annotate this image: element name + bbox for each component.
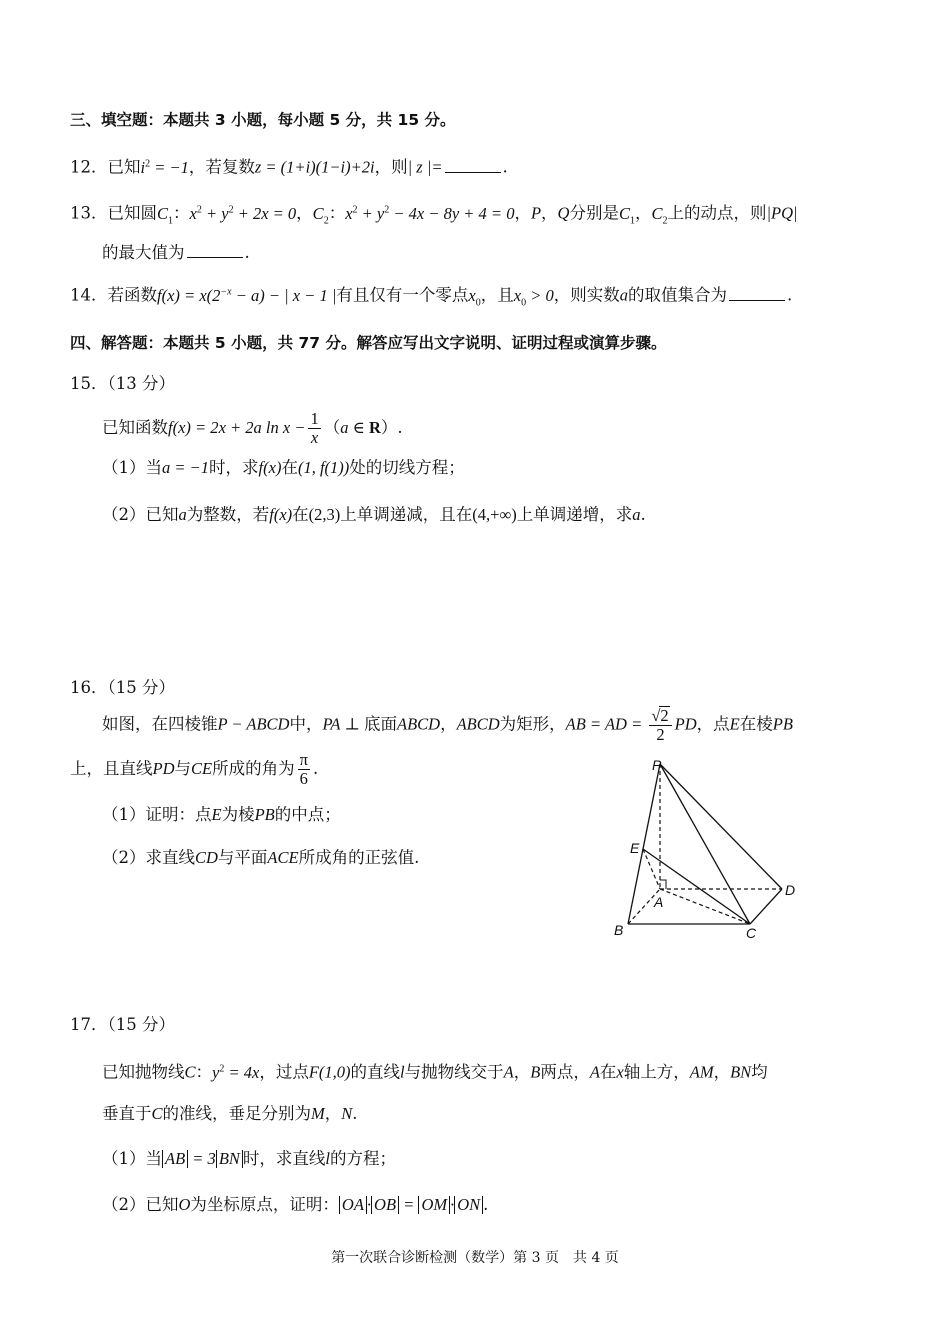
question-12: 12．已知$i^2 = -1$，若复数z = (1+i)(1−i)+2i，则| z |= . (70, 157, 508, 177)
question-number: 14． (70, 285, 108, 305)
math-expr: $i^2 = -1$ (140, 157, 189, 177)
fraction: $\frac{√2}{2}$ (649, 706, 671, 744)
question-15-intro: 已知函数f(x) = 2x + 2a ln x − $\frac{1}{x}$ （a ∈ R）. (102, 409, 403, 447)
question-13-cont: 的最大值为 . (102, 243, 250, 262)
question-16-part-1: （1）证明：点E为棱PB的中点； (102, 805, 341, 824)
math-expr: z = (1+i)(1−i)+2i (254, 157, 375, 177)
edge-CD (750, 889, 782, 924)
fraction: $\frac{1}{x}$ (310, 409, 319, 447)
question-17-part-1: （1）当 AB = 3 BN 时，求直线l的方程； (102, 1149, 396, 1168)
question-16-part-2: （2）求直线CD与平面ACE所成角的正弦值. (102, 848, 420, 867)
edge-PD (660, 764, 782, 889)
answer-blank[interactable] (187, 242, 243, 258)
section-title-fill-in: 三、填空题：本题共 3 小题，每小题 5 分，共 15 分。 (70, 111, 456, 129)
label-B: B (614, 922, 624, 938)
label-A: A (654, 894, 664, 910)
answer-blank[interactable] (445, 157, 501, 173)
question-number: 13． (70, 203, 108, 223)
question-15-part-1: （1）当a = −1时，求f(x)在(1, f(1))处的切线方程； (102, 458, 465, 477)
question-16-header: 16．（15 分） (70, 678, 175, 697)
fraction: $\frac{\pi}{6}$ (299, 750, 308, 788)
question-17-part-2: （2）已知O为坐标原点，证明： OA · OB = OM · ON . (102, 1195, 489, 1214)
question-number: 12． (70, 157, 108, 177)
answer-blank[interactable] (729, 285, 785, 301)
question-17-header: 17．（15 分） (70, 1015, 175, 1034)
question-text: 已知 (107, 157, 141, 177)
question-16-intro: 如图，在四棱锥P − ABCD中，PA ⊥ 底面ABCD，ABCD为矩形，AB = AD = $\frac{√2}{2}$ PD，点E在棱PB (102, 706, 793, 744)
math-expr: $x^2 + y^2 - 4x - 8y + 4 = 0$ (345, 203, 515, 223)
math-expr: $C_1$ (157, 203, 174, 226)
math-expr: $f(x) = x(2^{-x} - a)$ − | x − 1 | (157, 285, 337, 305)
section-title-solve: 四、解答题：本题共 5 小题，共 77 分。解答应写出文字说明、证明过程或演算步骤。 (70, 334, 667, 352)
question-14: 14．若函数$f(x) = x(2^{-x} - a)$ − | x − 1 |有且仅有一个零点$x_0$，且$x_0 > 0$，则实数a的取值集合为 . (70, 285, 793, 308)
right-angle-mark (660, 880, 666, 889)
question-17-cont: 垂直于C的准线，垂足分别为M，N. (102, 1104, 358, 1123)
segment-EC (643, 849, 750, 924)
question-15-part-2: （2）已知a为整数，若f(x)在(2,3)上单调递减，且在(4,+∞)上单调递增，求a. (102, 505, 646, 524)
pyramid-figure (610, 752, 810, 942)
question-16-cont: 上，且直线PD与CE所成的角为 $\frac{\pi}{6}$ . (70, 750, 319, 788)
label-C: C (746, 925, 757, 941)
segment-AC-hidden (660, 889, 750, 924)
question-13: 13．已知圆$C_1$：$x^2 + y^2 + 2x = 0$，$C_2$：$x^2 + y^2 - 4x - 8y + 4 = 0$，P，Q分别是$C_1$，$C_2$上的动点，则|PQ| (70, 203, 798, 226)
math-expr: f(x) = 2x + 2a ln x − (168, 418, 306, 437)
page-footer: 第一次联合诊断检测（数学）第 3 页 共 4 页 (331, 1250, 619, 1266)
edge-PC (660, 764, 750, 924)
question-17-intro: 已知抛物线C：$y^2 = 4x$，过点F(1,0)的直线l与抛物线交于A，B两点，A在x轴上方，AM，BN均 (102, 1062, 768, 1082)
math-expr: $x^2 + y^2 + 2x = 0$ (189, 203, 297, 223)
label-D: D (785, 882, 796, 898)
label-E: E (630, 840, 640, 856)
math-expr: | z |= (407, 157, 443, 177)
label-P: P (652, 757, 662, 773)
question-15-header: 15．（13 分） (70, 374, 175, 393)
